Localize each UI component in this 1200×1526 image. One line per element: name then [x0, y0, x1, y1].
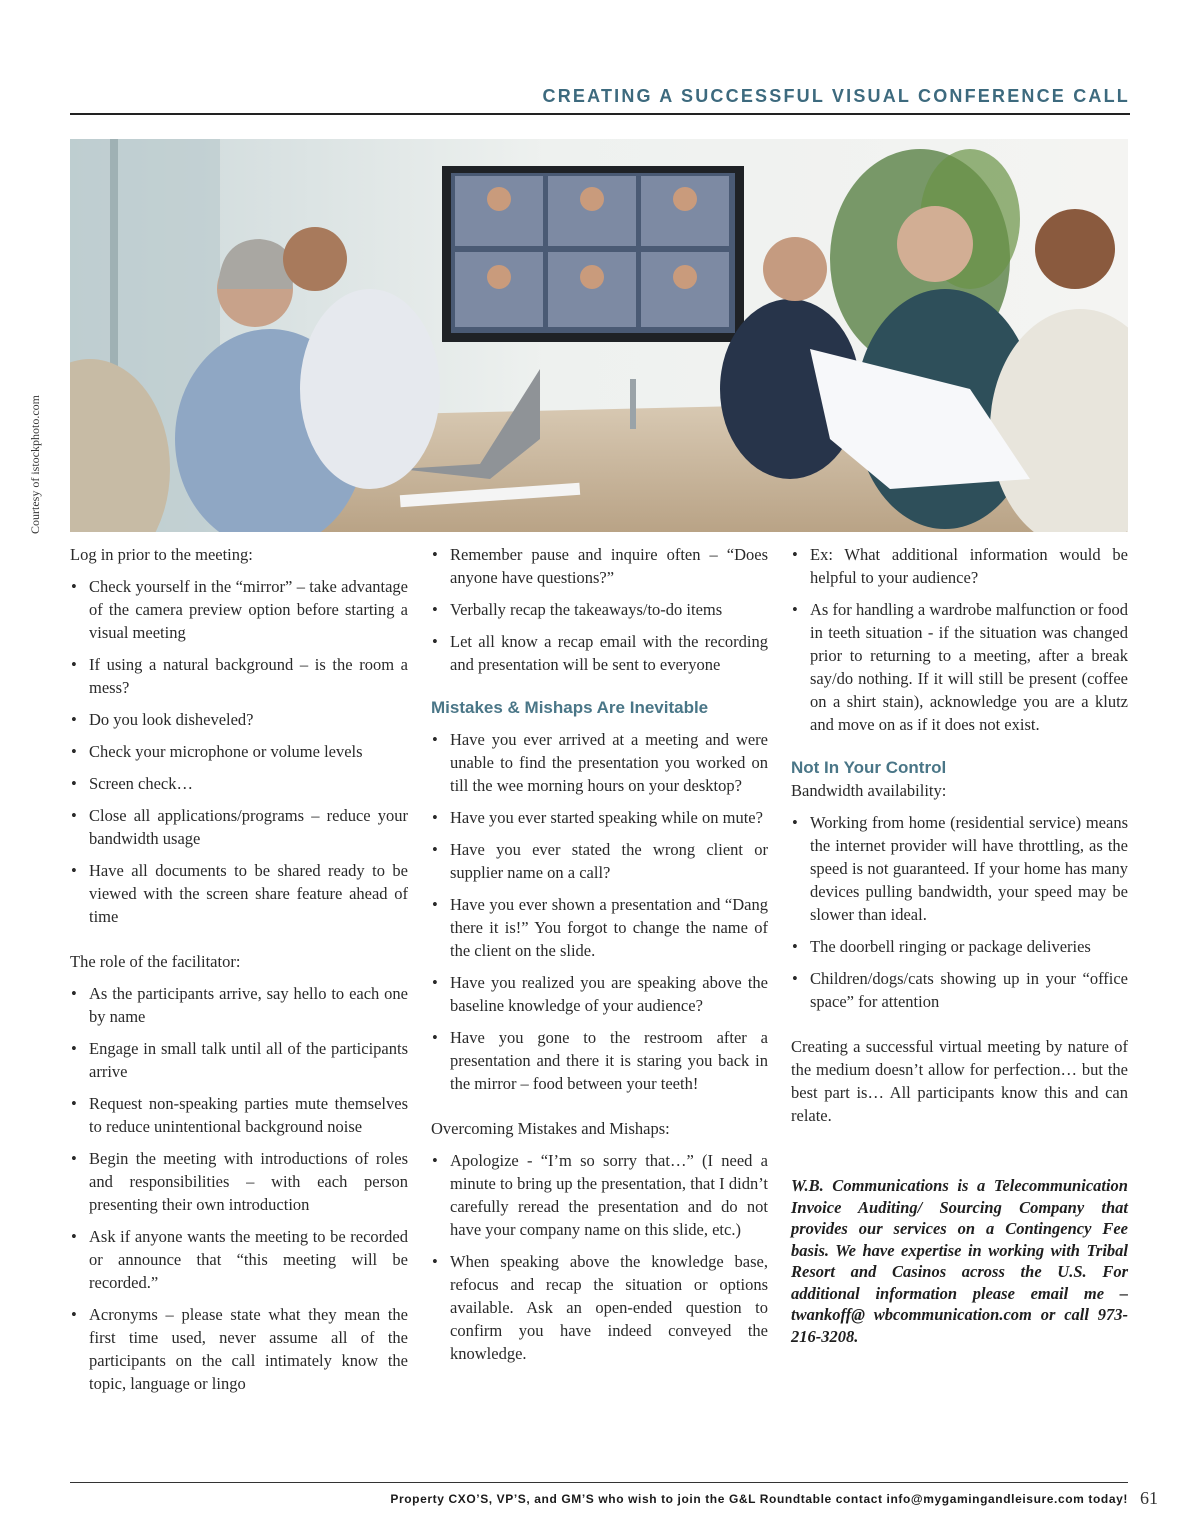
list-item: • Have you ever started speaking while on mute? [431, 806, 768, 829]
column-1 [70, 543, 408, 1395]
list-item: • Children/dogs/cats showing up in your “office space” for attention [791, 967, 1128, 1013]
login-intro: Log in prior to the meeting: [70, 545, 253, 564]
login-checklist [70, 575, 408, 928]
photo-credit-text: Courtesy of istockphoto.com [28, 395, 42, 534]
list-item: • Request non-speaking parties mute themselves to reduce unintentional background noise [70, 1092, 408, 1138]
list-item: • As for handling a wardrobe malfunction or food in teeth situation - if the situation was changed prior to returning to a meeting, after a break say/do nothing. If it will still be present (coffee on a shirt stain), acknowledge you are a klutz and move on as if it does not exist. [791, 598, 1128, 736]
list-item: • Check your microphone or volume levels [70, 740, 408, 763]
facilitator-intro: The role of the facilitator: [70, 952, 241, 971]
list-item: • Close all applications/programs – reduce your bandwidth usage [70, 804, 408, 850]
mistakes-list [431, 728, 768, 1095]
list-item: • Screen check… [70, 772, 408, 795]
list-item: • Check yourself in the “mirror” – take advantage of the camera preview option before starting a visual meeting [70, 575, 408, 644]
list-item: • Have you ever shown a presentation and “Dang there it is!” You forgot to change the name of the client on the slide. [431, 893, 768, 962]
list-item: • If using a natural background – is the room a mess? [70, 653, 408, 699]
list-item: • Ex: What additional information would be helpful to your audience? [791, 543, 1128, 589]
overcoming-list-continued [791, 543, 1128, 736]
author-bio: W.B. Communications is a Telecommunication Invoice Auditing/ Sourcing Company that provides our services on a Contingency Fee basis. We have expertise in working with Tribal Resort and Casinos across the U.S. For additional information please email me – twankoff@ wbcommunication.com or call 973-216-3208. [791, 1176, 1128, 1346]
conference-room-illustration [70, 139, 1128, 532]
list-item: • Have all documents to be shared ready to be viewed with the screen share feature ahead of time [70, 859, 408, 928]
page-header-title: CREATING A SUCCESSFUL VISUAL CONFERENCE CALL [542, 86, 1130, 106]
conclusion-paragraph: Creating a successful virtual meeting by nature of the medium doesn’t allow for perfection… but the best part is… All participants know this and can relate. [791, 1037, 1128, 1125]
list-item: • When speaking above the knowledge base, refocus and recap the situation or options available. Ask an open-ended question to confirm you have indeed conveyed the knowledge. [431, 1250, 768, 1365]
overcoming-intro: Overcoming Mistakes and Mishaps: [431, 1119, 670, 1138]
list-item: • Ask if anyone wants the meeting to be recorded or announce that “this meeting will be recorded.” [70, 1225, 408, 1294]
list-item: • Engage in small talk until all of the participants arrive [70, 1037, 408, 1083]
list-item: • Have you gone to the restroom after a presentation and there it is staring you back in the mirror – food between your teeth! [431, 1026, 768, 1095]
facilitator-list-continued [431, 543, 768, 676]
photo-credit [28, 378, 42, 534]
list-item: • Remember pause and inquire often – “Does anyone have questions?” [431, 543, 768, 589]
list-item: • Do you look disheveled? [70, 708, 408, 731]
list-item: • Have you ever arrived at a meeting and were unable to find the presentation you worked on till the wee morning hours on your desktop? [431, 728, 768, 797]
footer-roundtable-notice: Property CXO’S, VP’S, and GM’S who wish to join the G&L Roundtable contact info@mygamingandleisure.com today! [390, 1492, 1128, 1506]
list-item: • The doorbell ringing or package deliveries [791, 935, 1128, 958]
control-heading: Not In Your Control [791, 758, 947, 777]
footer-rule [70, 1482, 1128, 1483]
overcoming-list [431, 1149, 768, 1365]
list-item: • Apologize - “I’m so sorry that…” (I need a minute to bring up the presentation, that I didn’t carefully reread the presentation and do not have your company name on this slide, etc.) [431, 1149, 768, 1241]
list-item: • As the participants arrive, say hello to each one by name [70, 982, 408, 1028]
list-item: • Verbally recap the takeaways/to-do items [431, 598, 768, 621]
list-item: • Have you ever stated the wrong client or supplier name on a call? [431, 838, 768, 884]
header-rule [70, 113, 1130, 115]
control-list [791, 811, 1128, 1013]
column-2 [431, 543, 768, 1365]
mistakes-heading: Mistakes & Mishaps Are Inevitable [431, 698, 709, 717]
page-number: 61 [1140, 1488, 1158, 1508]
column-3 [791, 543, 1128, 1347]
list-item: • Let all know a recap email with the recording and presentation will be sent to everyone [431, 630, 768, 676]
list-item: • Working from home (residential service) means the internet provider will have throttling, as the speed is not guaranteed. If your home has many devices pulling bandwidth, your speed may be slower than ideal. [791, 811, 1128, 926]
list-item: • Begin the meeting with introductions of roles and responsibilities – with each person presenting their own introduction [70, 1147, 408, 1216]
list-item: • Acronyms – please state what they mean the first time used, never assume all of the participants on the call intimately know the topic, language or lingo [70, 1303, 408, 1395]
facilitator-list [70, 982, 408, 1395]
bandwidth-intro: Bandwidth availability: [791, 781, 947, 800]
conference-photo [70, 139, 1128, 532]
list-item: • Have you realized you are speaking above the baseline knowledge of your audience? [431, 971, 768, 1017]
